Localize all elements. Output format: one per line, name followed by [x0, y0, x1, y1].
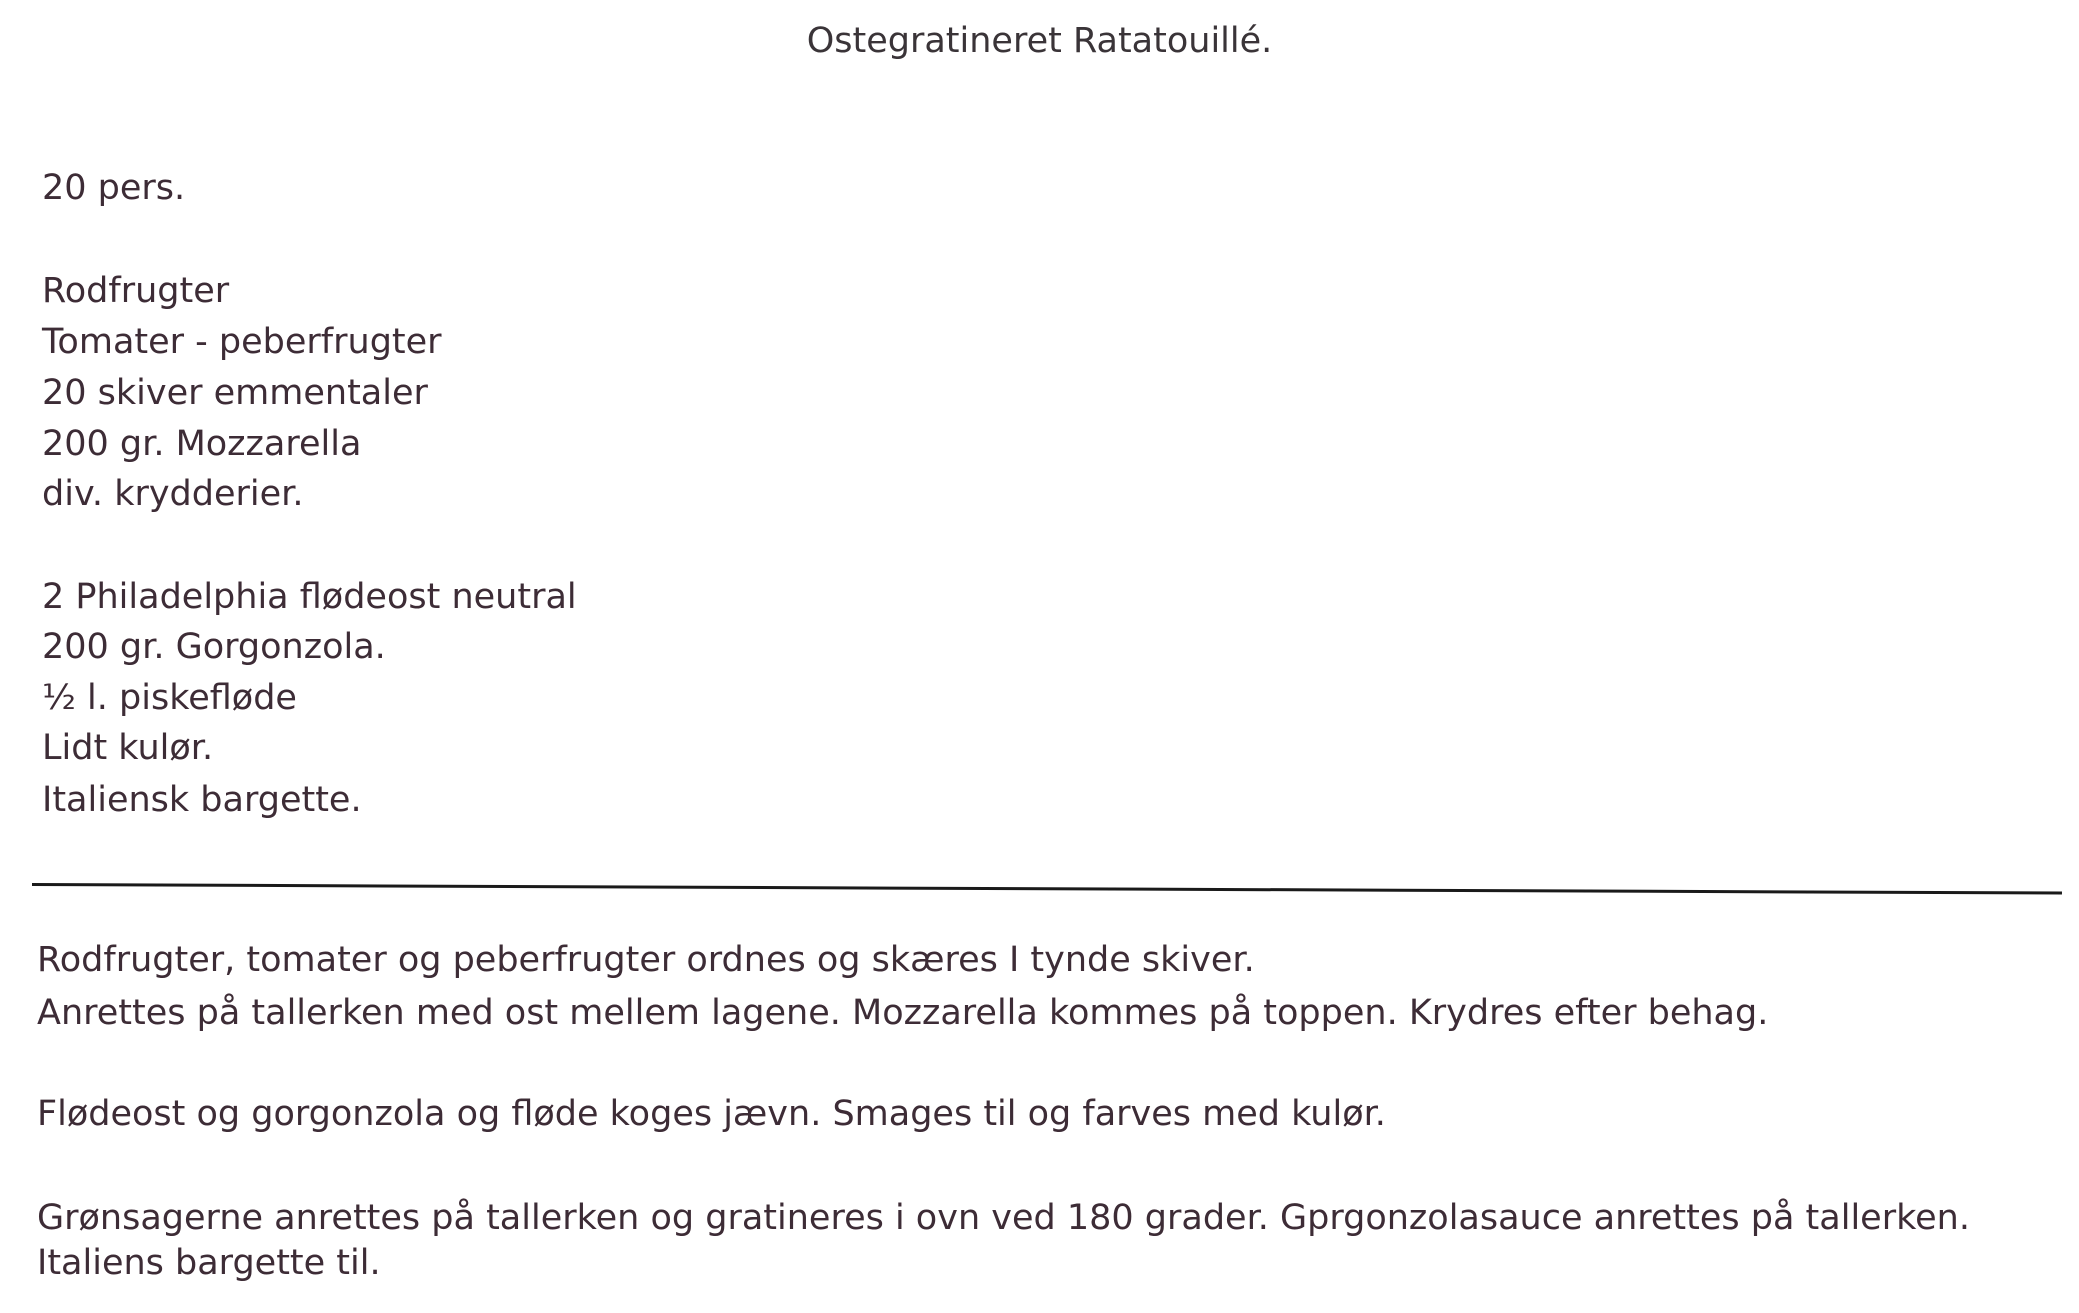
servings: 20 pers. — [42, 168, 186, 208]
instruction-line: Anrettes på tallerken med ost mellem lagene. Mozzarella kommes på toppen. Krydres efter behag. — [37, 993, 1769, 1033]
section-divider — [32, 883, 2062, 895]
recipe-title: Ostegratineret Ratatouillé. — [806, 21, 1273, 61]
ingredient-item: Rodfrugter — [42, 271, 230, 311]
ingredient-item: 200 gr. Gorgonzola. — [42, 627, 386, 667]
ingredient-item: Lidt kulør. — [42, 728, 214, 768]
ingredient-item: Tomater - peberfrugter — [42, 322, 442, 362]
ingredient-item: Italiensk bargette. — [42, 780, 362, 820]
instruction-line: Grønsagerne anrettes på tallerken og gratineres i ovn ved 180 grader. Gprgonzolasauce anrettes på tallerken. — [37, 1198, 1970, 1238]
ingredient-item: ½ l. piskefløde — [42, 678, 297, 718]
instruction-line: Italiens bargette til. — [37, 1243, 381, 1283]
instruction-line: Rodfrugter, tomater og peberfrugter ordnes og skæres I tynde skiver. — [37, 940, 1255, 980]
ingredient-item: 20 skiver emmentaler — [42, 373, 428, 413]
ingredient-item: 200 gr. Mozzarella — [42, 424, 362, 464]
ingredient-item: div. krydderier. — [42, 474, 304, 514]
instruction-line: Flødeost og gorgonzola og fløde koges jævn. Smages til og farves med kulør. — [37, 1094, 1386, 1134]
ingredient-item: 2 Philadelphia flødeost neutral — [42, 577, 577, 617]
